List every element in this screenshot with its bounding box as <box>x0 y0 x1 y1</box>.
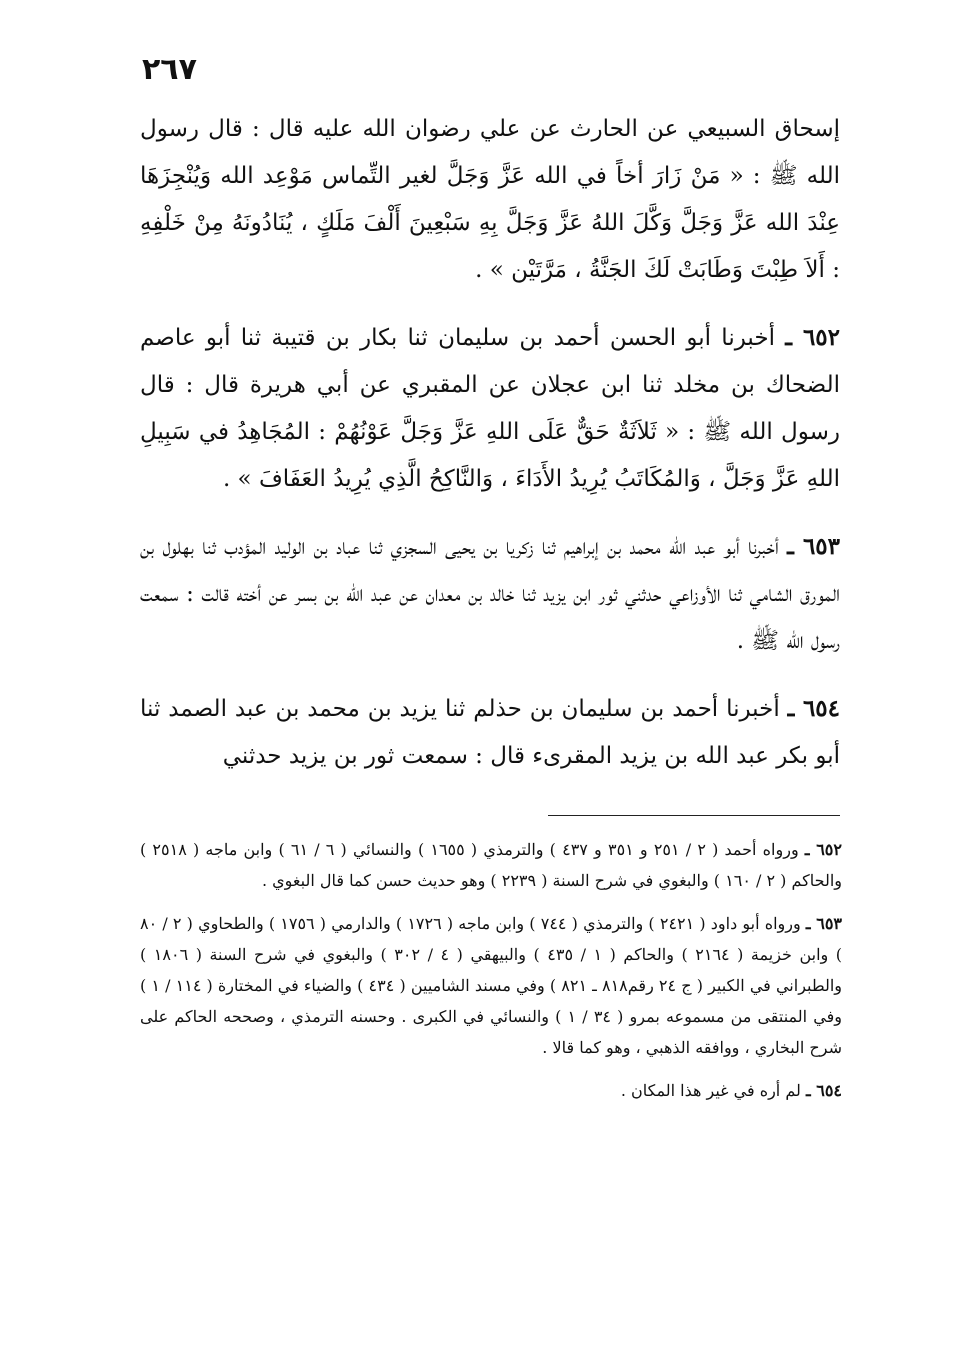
footnote-number: ٦٥٣ ـ <box>805 914 843 933</box>
paragraph-text: إسحاق السبيعي عن الحارث عن علي رضوان الله عليه قال : قال رسول الله ﷺ : « مَنْ زَارَ أخاً في الله عَزَّ وَجَلَّ لغير التِّماس مَوْعِد الله وَيُنْجِزَهَا عِنْدَ الله عَزَّ وَجَلَّ وَكَّلَ اللهُ عَزَّ وَجَلَّ بِهِ سَبْعِينَ أَلْفَ مَلَكٍ ، يُنَادُونَهُ مِنْ خَلْفِهِ : أَلاَ طِبْتَ وَطَابَتْ لَكَ الجَنَّةُ ، مَرَّتَيْن » . <box>140 116 840 283</box>
paragraph-652 <box>140 314 840 503</box>
footnote-text: لم أره في غير هذا المكان . <box>620 1081 801 1100</box>
paragraph-654 <box>140 685 840 780</box>
footnote-text: ورواه أحمد ( ٢ / ٢٥١ و ٣٥١ و ٤٣٧ ) والترمذي ( ١٦٥٥ ) والنسائي ( ٦ / ٦١ ) وابن ماجه ( ٢٥١٨ ) والحاكم ( ٢ / ١٦٠ ) والبغوي في شرح السنة ( ٢٢٣٩ ) وهو حديث حسن كما قال البغوي . <box>140 840 842 890</box>
footnote-653 <box>140 908 842 1063</box>
paragraph-number: ٦٥٤ ـ <box>787 695 840 722</box>
footnotes <box>140 834 842 1118</box>
main-text <box>140 106 840 800</box>
footnote-number: ٦٥٤ ـ <box>805 1081 842 1100</box>
footnote-654 <box>140 1075 842 1106</box>
footnote-divider <box>548 815 840 816</box>
paragraph-text: أخبرنا أحمد بن سليمان بن حذلم ثنا يزيد بن محمد بن عبد الصمد ثنا أبو بكر عبد الله بن يزيد المقرىء قال : سمعت ثور بن يزيد حدثني <box>140 696 840 769</box>
paragraph-text: أخبرنا أبو الحسن أحمد بن سليمان ثنا بكار بن قتيبة ثنا أبو عاصم الضحاك بن مخلد ثنا ابن عجلان عن المقبري عن أبي هريرة قال : قال رسول الله ﷺ : « ثَلاَثَةٌ حَقٌّ عَلَى اللهِ عَزَّ وَجَلَّ عَوْنُهُمْ : المُجَاهِدُ في سَبِيلِ اللهِ عَزَّ وَجَلَّ ، وَالمُكَاتَبُ يُرِيدُ الأَدَاءَ ، وَالنَّاكِحُ الَّذِي يُرِيدُ العَفَافَ » . <box>140 325 840 492</box>
paragraph-651-continued <box>140 106 840 294</box>
paragraph-653 <box>140 523 840 665</box>
paragraph-number: ٦٥٣ ـ <box>787 533 840 560</box>
page-number: ٢٦٧ <box>142 52 197 87</box>
paragraph-text: أخبرنا أبو عبد الله محمد بن إبراهيم ثنا زكريا بن يحيى السجزي ثنا عباد بن الوليد المؤدب ثنا بهلول بن المورق الشامي ثنا الأوزاعي حدثني ثور ابن يزيد ثنا خالد بن معدان عن عبد الله بن بسر عن أخته قالت : سمعت رسول الله ﷺ . <box>140 534 840 654</box>
footnote-number: ٦٥٢ ـ <box>804 840 842 859</box>
footnote-652 <box>140 834 842 896</box>
footnote-text: ورواه أبو داود ( ٢٤٢١ ) والترمذي ( ٧٤٤ ) وابن ماجه ( ١٧٢٦ ) والدارمي ( ١٧٥٦ ) والطحاوي ( ٢ / ٨٠ ) وابن خزيمة ( ٢١٦٤ ) والحاكم ( ١ / ٤٣٥ ) والبيهقي ( ٤ / ٣٠٢ ) والبغوي في شرح السنة ( ١٨٠٦ ) والطبراني في الكبير ( ج ٢٤ رقم٨١٨ ـ ٨٢١ ) وفي مسند الشاميين ( ٤٣٤ ) والضياء في المختارة ( ١١٤ / ١ ) وفي المنتقى من مسموعه بمرو ( ٣٤ / ١ ) والنسائي في الكبرى . وحسنه الترمذي ، وصححه الحاكم على شرح البخاري ، ووافقه الذهبي ، وهو كما قالا . <box>140 914 843 1057</box>
paragraph-number: ٦٥٢ ـ <box>785 324 841 351</box>
